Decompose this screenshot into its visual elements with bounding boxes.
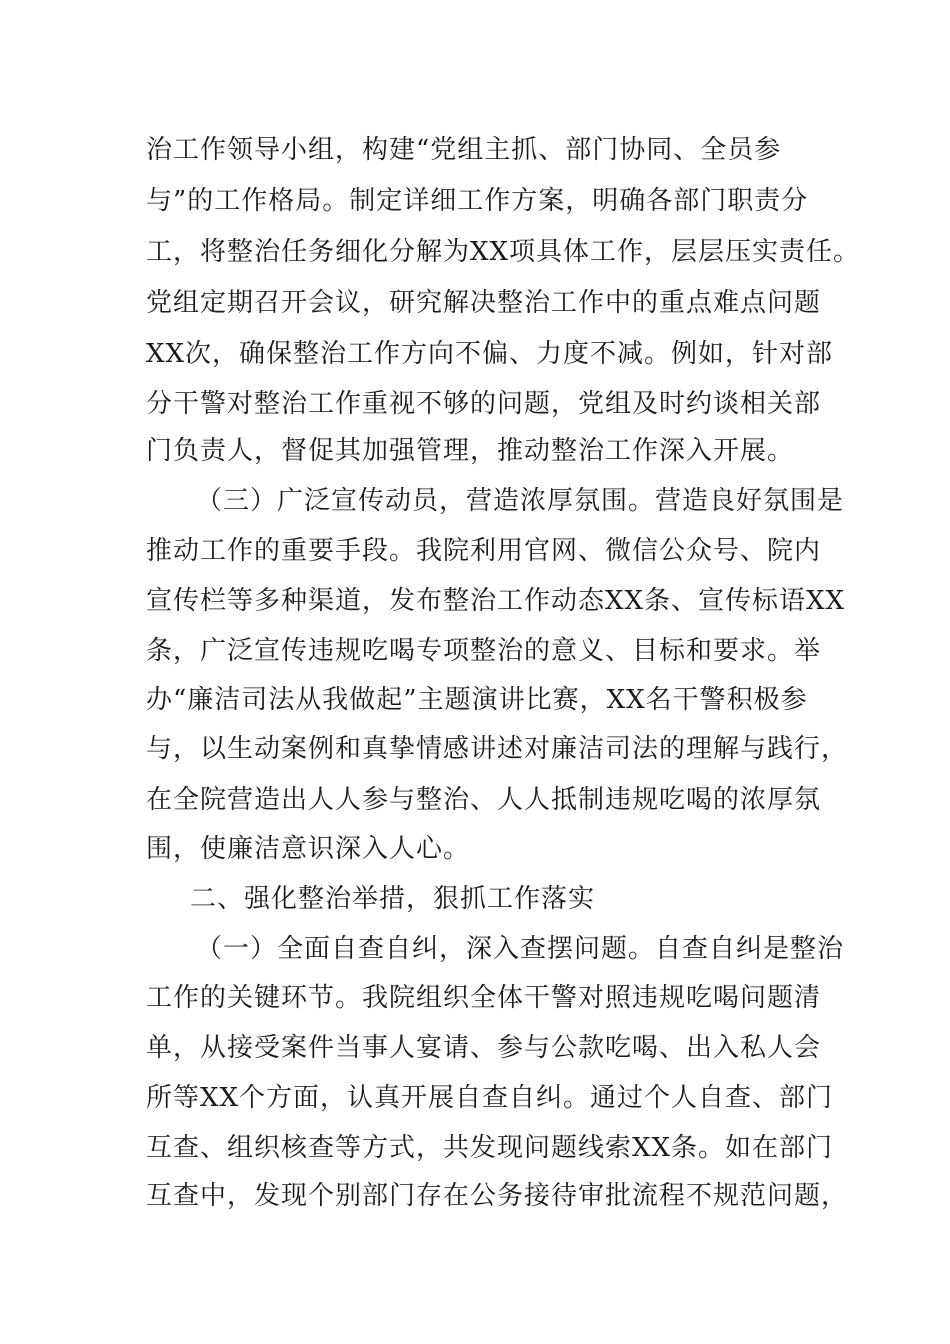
paragraph-start-line: （三）广泛宣传动员，营造浓厚氛围。营造良好氛围是 xyxy=(196,486,845,516)
body-text-line: 在全院营造出人人参与整治、人人抵制违规吃喝的浓厚氛 xyxy=(146,785,822,815)
body-text-line: 条，广泛宣传违规吃喝专项整治的意义、目标和要求。举 xyxy=(146,636,822,666)
body-text-line: XX次，确保整治工作方向不偏、力度不减。例如，针对部 xyxy=(146,339,834,369)
paragraph-start-line: （一）全面自查自纠，深入查摆问题。自查自纠是整治 xyxy=(196,934,845,964)
body-text-line: 与，以生动案例和真挚情感讲述对廉洁司法的理解与践行， xyxy=(146,734,849,764)
body-text-line: 单，从接受案件当事人宴请、参与公款吃喝、出入私人会 xyxy=(146,1033,822,1063)
body-text-line: 所等XX个方面，认真开展自查自纠。通过个人自查、部门 xyxy=(146,1083,834,1113)
body-text-line: 门负责人，督促其加强管理，推动整治工作深入开展。 xyxy=(146,436,795,466)
body-text-line: 工，将整治任务细化分解为XX项具体工作，层层压实责任。 xyxy=(146,237,861,267)
body-text-line: 与”的工作格局。制定详细工作方案，明确各部门职责分 xyxy=(146,186,809,216)
body-text-line: 办“廉洁司法从我做起”主题演讲比赛，XX名干警积极参 xyxy=(146,685,808,715)
body-text-line: 宣传栏等多种渠道，发布整治工作动态XX条、宣传标语XX xyxy=(146,586,846,616)
body-text-line: 推动工作的重要手段。我院利用官网、微信公众号、院内 xyxy=(146,536,822,566)
body-text-line: 互查、组织核查等方式，共发现问题线索XX条。如在部门 xyxy=(146,1133,834,1163)
section-heading: 二、强化整治举措，狠抓工作落实 xyxy=(190,884,596,914)
body-text-line: 分干警对整治工作重视不够的问题，党组及时约谈相关部 xyxy=(146,389,822,419)
body-text-line: 互查中，发现个别部门存在公务接待审批流程不规范问题， xyxy=(146,1181,849,1211)
body-text-line: 工作的关键环节。我院组织全体干警对照违规吃喝问题清 xyxy=(146,983,822,1013)
body-text-line: 党组定期召开会议，研究解决整治工作中的重点难点问题 xyxy=(146,288,822,318)
body-text-line: 围，使廉洁意识深入人心。 xyxy=(146,834,471,864)
body-text-line: 治工作领导小组，构建“党组主抓、部门协同、全员参 xyxy=(146,135,782,165)
